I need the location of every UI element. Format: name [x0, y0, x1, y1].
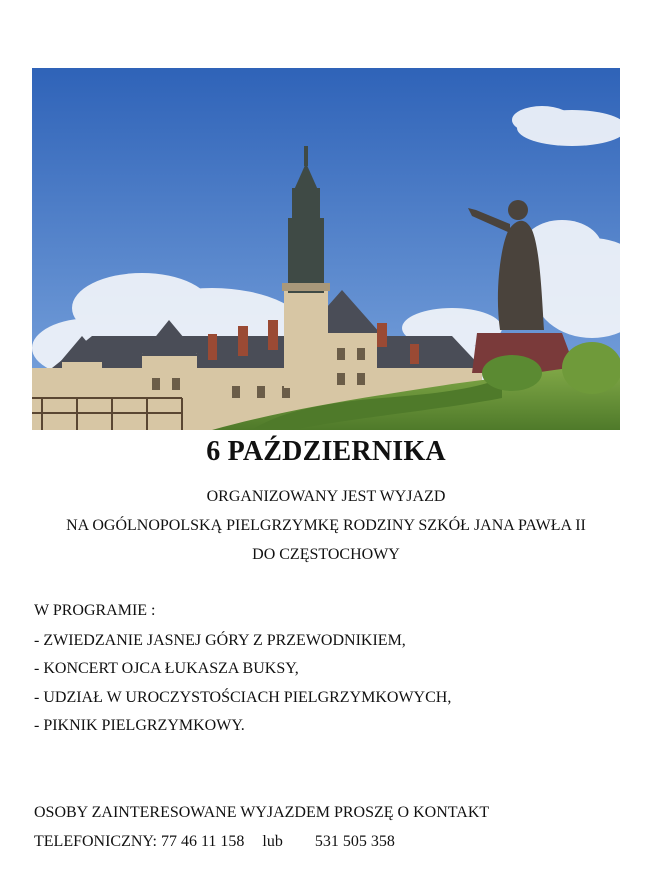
- program-item: - ZWIEDZANIE JASNEJ GÓRY Z PRZEWODNIKIEM,: [34, 632, 406, 649]
- phone-number-1: 77 46 11 158: [160, 833, 245, 850]
- intro-line-2: NA OGÓLNOPOLSKĄ PIELGRZYMKĘ RODZINY SZKÓŁ JANA PAWŁA II: [66, 517, 586, 534]
- contact-line: OSOBY ZAINTERESOWANE WYJAZDEM PROSZĘ O KONTAKT: [34, 804, 490, 821]
- contact-label: TELEFONICZNY:: [34, 833, 157, 850]
- event-date: 6 PAŹDZIERNIKA: [206, 436, 446, 467]
- program-item: - PIKNIK PIELGRZYMKOWY.: [34, 717, 245, 734]
- phone-separator: lub: [262, 833, 283, 850]
- program-heading: W PROGRAMIE :: [34, 602, 156, 619]
- program-item: - UDZIAŁ W UROCZYSTOŚCIACH PIELGRZYMKOWYCH,: [34, 689, 452, 706]
- intro-line-3: DO CZĘSTOCHOWY: [252, 546, 400, 563]
- intro-line-1: ORGANIZOWANY JEST WYJAZD: [206, 488, 446, 505]
- program-item: - KONCERT OJCA ŁUKASZA BUKSY,: [34, 660, 299, 677]
- monastery-photo: [32, 68, 620, 430]
- contact-phone-line: [34, 833, 395, 851]
- phone-number-2: 531 505 358: [314, 833, 395, 850]
